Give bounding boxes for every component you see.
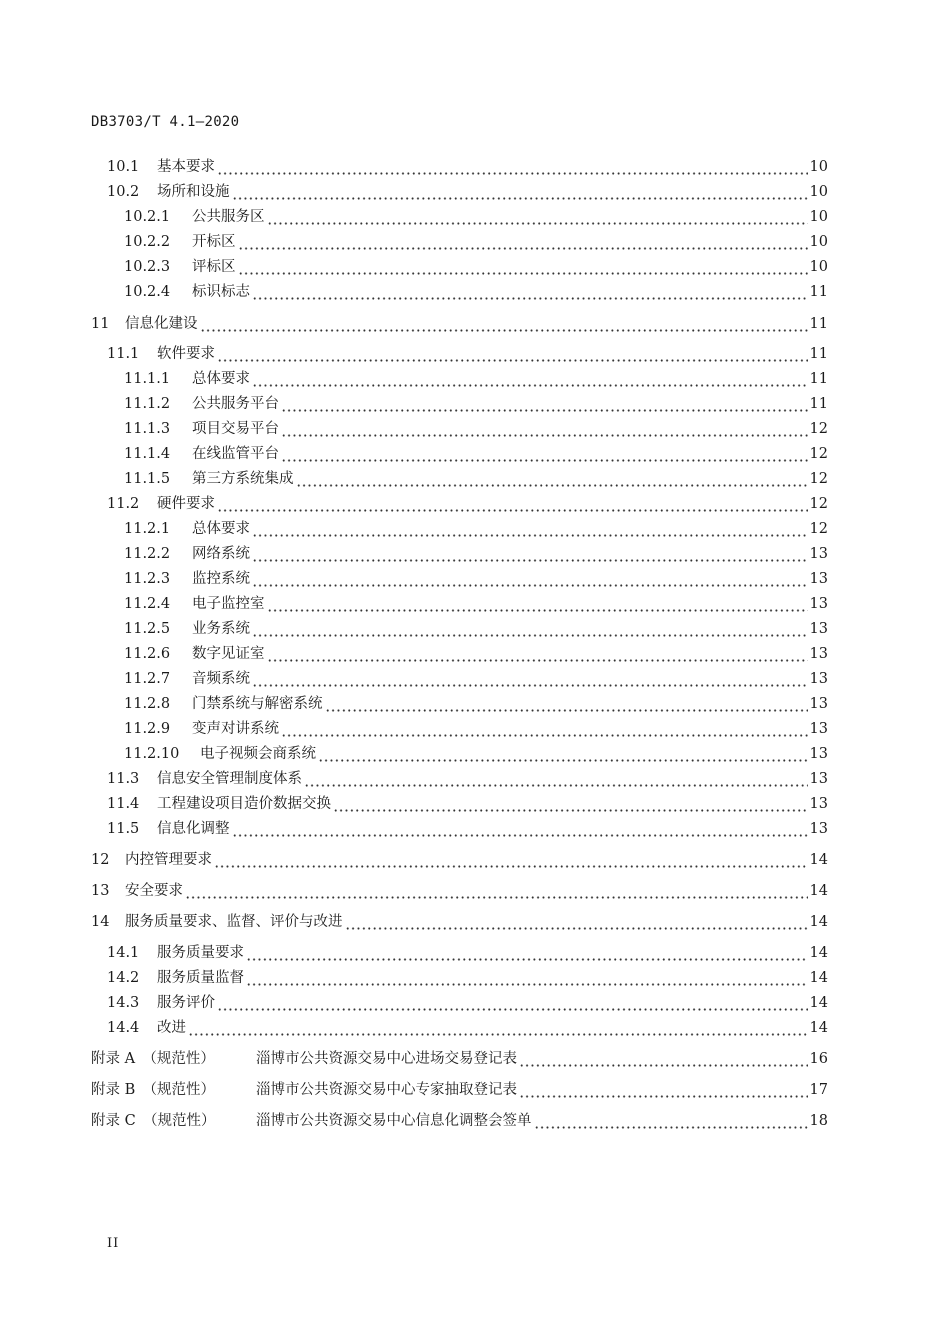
toc-entry-title: 基本要求 (157, 159, 215, 175)
toc-entry-page: 13 (809, 796, 828, 812)
toc-leader (238, 257, 808, 277)
toc-appendix-label: 附录 B （规范性） (91, 1082, 216, 1098)
toc-leader (217, 157, 808, 177)
toc-entry-number: 11.2.6 (124, 646, 171, 662)
toc-entry[interactable] (124, 740, 828, 764)
toc-entry-page: 13 (809, 621, 828, 637)
toc-leader (333, 794, 808, 814)
toc-entry-page: 13 (809, 546, 828, 562)
toc-leader (238, 232, 808, 252)
toc-entry-page: 10 (809, 234, 828, 250)
toc-entry-title: 硬件要求 (157, 496, 215, 512)
toc-entry-page: 14 (809, 970, 828, 986)
toc-leader (325, 694, 808, 714)
toc-entry-number: 14.4 (107, 1020, 140, 1036)
toc-entry-number: 10.2.2 (124, 234, 171, 250)
toc-entry-title: 服务质量要求、监督、评价与改进 (125, 914, 343, 930)
toc-entry-title: 业务系统 (192, 621, 250, 637)
toc-leader (281, 419, 808, 439)
toc-leader (252, 544, 808, 564)
toc-entry-title: 电子监控室 (192, 596, 265, 612)
toc-entry-page: 12 (809, 521, 828, 537)
toc-entry-page: 12 (809, 421, 828, 437)
toc-leader (217, 993, 808, 1013)
toc-entry-page: 18 (809, 1113, 828, 1129)
toc-entry-page: 14 (809, 914, 828, 930)
toc-entry[interactable] (124, 615, 828, 639)
toc-entry-title: 音频系统 (192, 671, 250, 687)
toc-leader (217, 494, 808, 514)
toc-leader (519, 1049, 808, 1069)
toc-entry-title: 开标区 (192, 234, 236, 250)
toc-leader (304, 769, 808, 789)
toc-entry[interactable] (107, 815, 828, 839)
toc-entry-number: 11.5 (107, 821, 140, 837)
toc-entry-title: 标识标志 (192, 284, 250, 300)
toc-leader (252, 282, 808, 302)
toc-entry-title: 改进 (157, 1020, 186, 1036)
toc-entry-page: 13 (809, 746, 828, 762)
toc-entry-page: 11 (809, 284, 828, 300)
toc-leader (214, 850, 808, 870)
toc-entry-number: 11.1.3 (124, 421, 171, 437)
toc-leader (185, 881, 808, 901)
toc-entry-number: 11.2.10 (124, 746, 180, 762)
toc-entry-page: 10 (809, 259, 828, 275)
toc-entry-title: 公共服务平台 (192, 396, 279, 412)
toc-entry-number: 11.2.7 (124, 671, 171, 687)
toc-entry[interactable] (124, 365, 828, 389)
toc-entry-page: 11 (809, 346, 828, 362)
toc-leader (252, 619, 808, 639)
toc-entry[interactable] (124, 465, 828, 489)
toc-entry-page: 13 (809, 596, 828, 612)
toc-entry-title: 信息化建设 (125, 316, 198, 332)
toc-entry-title: 监控系统 (192, 571, 250, 587)
toc-entry-number: 11.1.5 (124, 471, 171, 487)
toc-entry-number: 11.1.1 (124, 371, 171, 387)
toc-entry[interactable] (124, 515, 828, 539)
toc-leader (345, 912, 808, 932)
toc-leader (252, 569, 808, 589)
toc-entry-title: 公共服务区 (192, 209, 265, 225)
toc-entry-number: 10.2.4 (124, 284, 171, 300)
toc-entry-title: 门禁系统与解密系统 (192, 696, 323, 712)
toc-entry-number: 13 (91, 883, 110, 899)
toc-entry-page: 14 (809, 883, 828, 899)
toc-appendix-entry[interactable] (91, 1107, 828, 1131)
toc-leader (252, 369, 808, 389)
toc-leader (232, 819, 808, 839)
toc-entry-title: 第三方系统集成 (192, 471, 294, 487)
document-code: DB3703/T 4.1—2020 (91, 114, 240, 130)
toc-entry-number: 14.2 (107, 970, 140, 986)
toc-entry-page: 10 (809, 159, 828, 175)
toc-entry-title: 数字见证室 (192, 646, 265, 662)
toc-appendix-entry[interactable] (91, 1076, 828, 1100)
toc-entry[interactable] (107, 989, 828, 1013)
toc-entry-page: 13 (809, 671, 828, 687)
toc-entry[interactable] (124, 540, 828, 564)
toc-entry-title: 变声对讲系统 (192, 721, 279, 737)
toc-entry[interactable] (124, 590, 828, 614)
toc-entry-number: 11.1.4 (124, 446, 171, 462)
toc-entry-page: 11 (809, 396, 828, 412)
toc-entry-title: 网络系统 (192, 546, 250, 562)
toc-entry-number: 10.2 (107, 184, 140, 200)
toc-entry[interactable] (91, 877, 828, 901)
toc-entry[interactable] (107, 490, 828, 514)
toc-entry-page: 14 (809, 1020, 828, 1036)
toc-entry-page: 13 (809, 696, 828, 712)
toc-entry-number: 11 (91, 316, 110, 332)
toc-entry-title: 信息安全管理制度体系 (157, 771, 302, 787)
toc-entry-page: 14 (809, 945, 828, 961)
toc-entry-title: 服务质量监督 (157, 970, 244, 986)
toc-entry[interactable] (124, 203, 828, 227)
toc-entry-title: 淄博市公共资源交易中心专家抽取登记表 (256, 1082, 517, 1098)
toc-entry[interactable] (124, 415, 828, 439)
toc-leader (232, 182, 808, 202)
toc-entry[interactable] (124, 440, 828, 464)
toc-entry-page: 11 (809, 371, 828, 387)
toc-leader (217, 344, 808, 364)
toc-leader (246, 968, 808, 988)
toc-appendix-label: 附录 C （规范性） (91, 1113, 216, 1129)
toc-entry-page: 10 (809, 209, 828, 225)
toc-entry[interactable] (124, 228, 828, 252)
toc-entry-title: 总体要求 (192, 371, 250, 387)
toc-entry[interactable] (124, 715, 828, 739)
toc-entry-title: 淄博市公共资源交易中心进场交易登记表 (256, 1051, 517, 1067)
toc-entry-title: 服务评价 (157, 995, 215, 1011)
toc-entry-page: 11 (809, 316, 828, 332)
toc-leader (200, 314, 808, 334)
toc-entry-number: 10.2.1 (124, 209, 171, 225)
toc-appendix-entry[interactable] (91, 1045, 828, 1069)
toc-entry-number: 12 (91, 852, 110, 868)
toc-entry-page: 12 (809, 471, 828, 487)
toc-entry-page: 14 (809, 852, 828, 868)
toc-leader (252, 519, 808, 539)
toc-entry-page: 12 (809, 496, 828, 512)
toc-entry-page: 12 (809, 446, 828, 462)
toc-entry-title: 服务质量要求 (157, 945, 244, 961)
toc-entry[interactable] (91, 846, 828, 870)
toc-leader (281, 394, 808, 414)
toc-entry[interactable] (91, 310, 828, 334)
toc-entry-page: 14 (809, 995, 828, 1011)
toc-leader (281, 444, 808, 464)
toc-entry-page: 13 (809, 821, 828, 837)
toc-leader (246, 943, 808, 963)
toc-leader (188, 1018, 808, 1038)
toc-leader (281, 719, 808, 739)
toc-entry[interactable] (107, 153, 828, 177)
toc-entry[interactable] (124, 640, 828, 664)
toc-entry-number: 11.2.5 (124, 621, 171, 637)
toc-leader (252, 669, 808, 689)
toc-entry[interactable] (107, 1014, 828, 1038)
toc-entry[interactable] (124, 390, 828, 414)
toc-appendix-label: 附录 A （规范性） (91, 1051, 215, 1067)
toc-entry-number: 14.1 (107, 945, 140, 961)
toc-leader (267, 644, 808, 664)
toc-entry-title: 信息化调整 (157, 821, 230, 837)
toc-entry-page: 13 (809, 646, 828, 662)
toc-entry-page: 13 (809, 571, 828, 587)
toc-entry-page: 16 (809, 1051, 828, 1067)
toc-entry-number: 11.3 (107, 771, 140, 787)
toc-entry-title: 内控管理要求 (125, 852, 212, 868)
footer-page-number: II (107, 1236, 120, 1251)
toc-entry-title: 工程建设项目造价数据交换 (157, 796, 331, 812)
toc-entry-title: 场所和设施 (157, 184, 230, 200)
toc-entry-number: 11.2.4 (124, 596, 171, 612)
toc-entry-number: 11.1 (107, 346, 140, 362)
toc-entry[interactable] (91, 908, 828, 932)
toc-entry[interactable] (107, 340, 828, 364)
toc-entry-number: 11.2.2 (124, 546, 171, 562)
toc-entry-title: 总体要求 (192, 521, 250, 537)
toc-entry[interactable] (107, 790, 828, 814)
toc-leader (534, 1111, 808, 1131)
toc-entry[interactable] (124, 565, 828, 589)
toc-entry-number: 11.2 (107, 496, 140, 512)
toc-entry-number: 11.2.3 (124, 571, 171, 587)
toc-entry[interactable] (107, 765, 828, 789)
toc-leader (267, 594, 808, 614)
toc-entry-title: 安全要求 (125, 883, 183, 899)
toc-entry-title: 评标区 (192, 259, 236, 275)
toc-entry-title: 电子视频会商系统 (200, 746, 316, 762)
toc-entry[interactable] (124, 253, 828, 277)
toc-entry[interactable] (124, 690, 828, 714)
toc-entry-number: 14.3 (107, 995, 140, 1011)
toc-leader (296, 469, 808, 489)
toc-entry-page: 17 (809, 1082, 828, 1098)
toc-entry-number: 11.1.2 (124, 396, 171, 412)
toc-entry-title: 软件要求 (157, 346, 215, 362)
toc-entry-number: 11.2.1 (124, 521, 171, 537)
toc-entry-title: 项目交易平台 (192, 421, 279, 437)
toc-entry[interactable] (107, 964, 828, 988)
toc-entry[interactable] (124, 665, 828, 689)
toc-entry-page: 10 (809, 184, 828, 200)
toc-entry-number: 10.2.3 (124, 259, 171, 275)
toc-entry-number: 14 (91, 914, 110, 930)
toc-entry-page: 13 (809, 721, 828, 737)
toc-entry[interactable] (107, 178, 828, 202)
toc-leader (318, 744, 808, 764)
toc-entry-number: 10.1 (107, 159, 140, 175)
toc-entry-page: 13 (809, 771, 828, 787)
toc-entry-number: 11.2.8 (124, 696, 171, 712)
toc-leader (267, 207, 808, 227)
toc-entry-number: 11.2.9 (124, 721, 171, 737)
toc-entry-title: 淄博市公共资源交易中心信息化调整会签单 (256, 1113, 532, 1129)
toc-entry-number: 11.4 (107, 796, 140, 812)
toc-leader (519, 1080, 808, 1100)
toc-entry[interactable] (107, 939, 828, 963)
toc-entry-title: 在线监管平台 (192, 446, 279, 462)
toc-entry[interactable] (124, 278, 828, 302)
